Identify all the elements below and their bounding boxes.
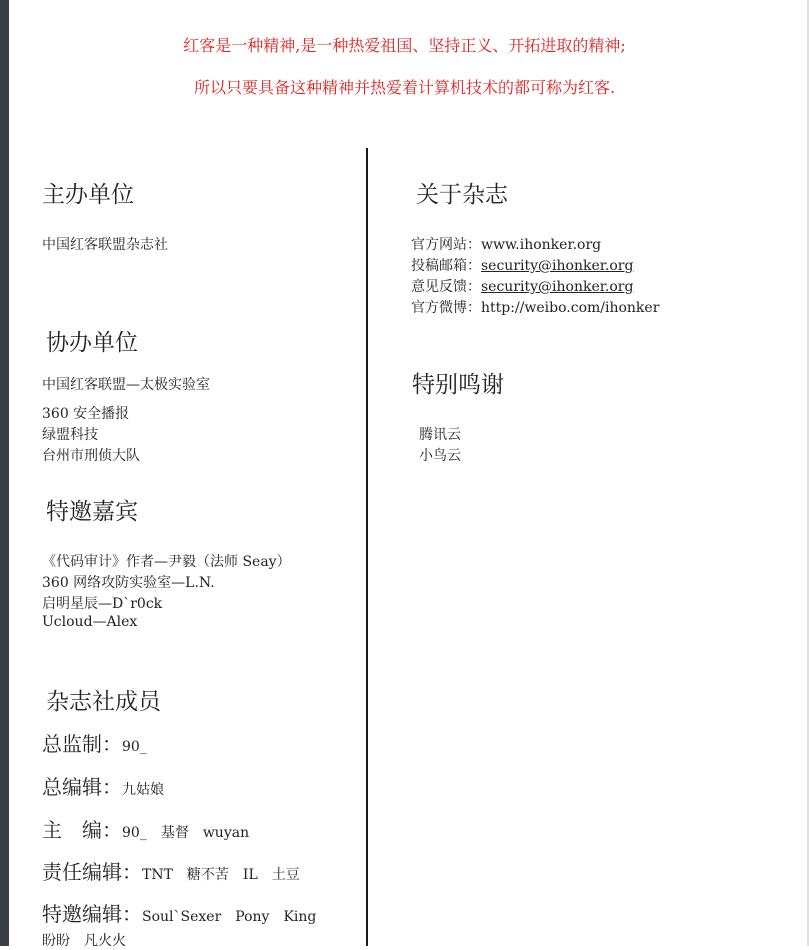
guests-heading: 特邀嘉宾: [46, 499, 138, 525]
viewer-left-edge: [0, 0, 9, 946]
staff-role: 责任编辑：: [42, 860, 142, 884]
column-divider: [366, 148, 368, 946]
staff-row: [42, 728, 147, 757]
staff-row: [42, 814, 249, 843]
staff-row: [42, 856, 300, 885]
thanks-item: 小鸟云: [419, 448, 461, 464]
cohost-heading: 协办单位: [46, 330, 138, 356]
staff-names: TNT 糖不苦 IL 土豆: [142, 867, 300, 883]
submit-label: 投稿邮箱：: [411, 258, 481, 274]
staff-row: [42, 898, 316, 927]
staff-names: 九姑娘: [122, 782, 164, 798]
feedback-email-link[interactable]: security@ihonker.org: [481, 279, 634, 295]
guest-item: 《代码审计》作者—尹毅（法师 Seay）: [42, 554, 291, 570]
staff-role: 特邀编辑：: [42, 902, 142, 926]
cohost-item: 中国红客联盟—太极实验室: [42, 377, 210, 393]
guest-item: Ucloud—Alex: [42, 614, 138, 630]
weibo-label: 官方微博：: [411, 300, 481, 316]
cohost-item: 360 安全播报: [42, 406, 130, 422]
feedback-label: 意见反馈：: [411, 279, 481, 295]
weibo-link[interactable]: http://weibo.com/ihonker: [481, 300, 660, 316]
members-heading: 杂志社成员: [46, 689, 161, 715]
slogan-line-1: 红客是一种精神,是一种热爱祖国、坚持正义、开拓进取的精神;: [183, 36, 626, 55]
submit-row: [411, 255, 633, 275]
slogan-line-2: 所以只要具备这种精神并热爱着计算机技术的都可称为红客.: [193, 78, 616, 97]
guest-item: 启明星辰—D`r0ck: [42, 596, 163, 612]
feedback-row: [411, 276, 633, 296]
website-row: [411, 234, 601, 254]
staff-role: 总编辑：: [42, 775, 122, 799]
cohost-item: 绿盟科技: [42, 427, 98, 443]
staff-names-overflow: 盼盼 凡火火: [42, 933, 126, 949]
cohost-item: 台州市刑侦大队: [42, 448, 140, 464]
website-link[interactable]: www.ihonker.org: [481, 237, 602, 253]
about-heading: 关于杂志: [416, 182, 508, 208]
staff-role: 主 编：: [42, 818, 122, 842]
staff-names: 90_: [122, 739, 147, 755]
website-label: 官方网站：: [411, 237, 481, 253]
staff-names: 90_ 基督 wuyan: [122, 825, 250, 841]
staff-role: 总监制：: [42, 732, 122, 756]
staff-row: [42, 771, 164, 800]
guest-item: 360 网络攻防实验室—L.N.: [42, 575, 215, 591]
weibo-row: [411, 297, 659, 317]
staff-names: Soul`Sexer Pony King: [142, 909, 317, 925]
host-item: 中国红客联盟杂志社: [42, 237, 168, 253]
thanks-heading: 特别鸣谢: [412, 372, 504, 398]
host-heading: 主办单位: [42, 182, 134, 208]
submit-email-link[interactable]: security@ihonker.org: [481, 258, 634, 274]
thanks-item: 腾讯云: [419, 427, 461, 443]
